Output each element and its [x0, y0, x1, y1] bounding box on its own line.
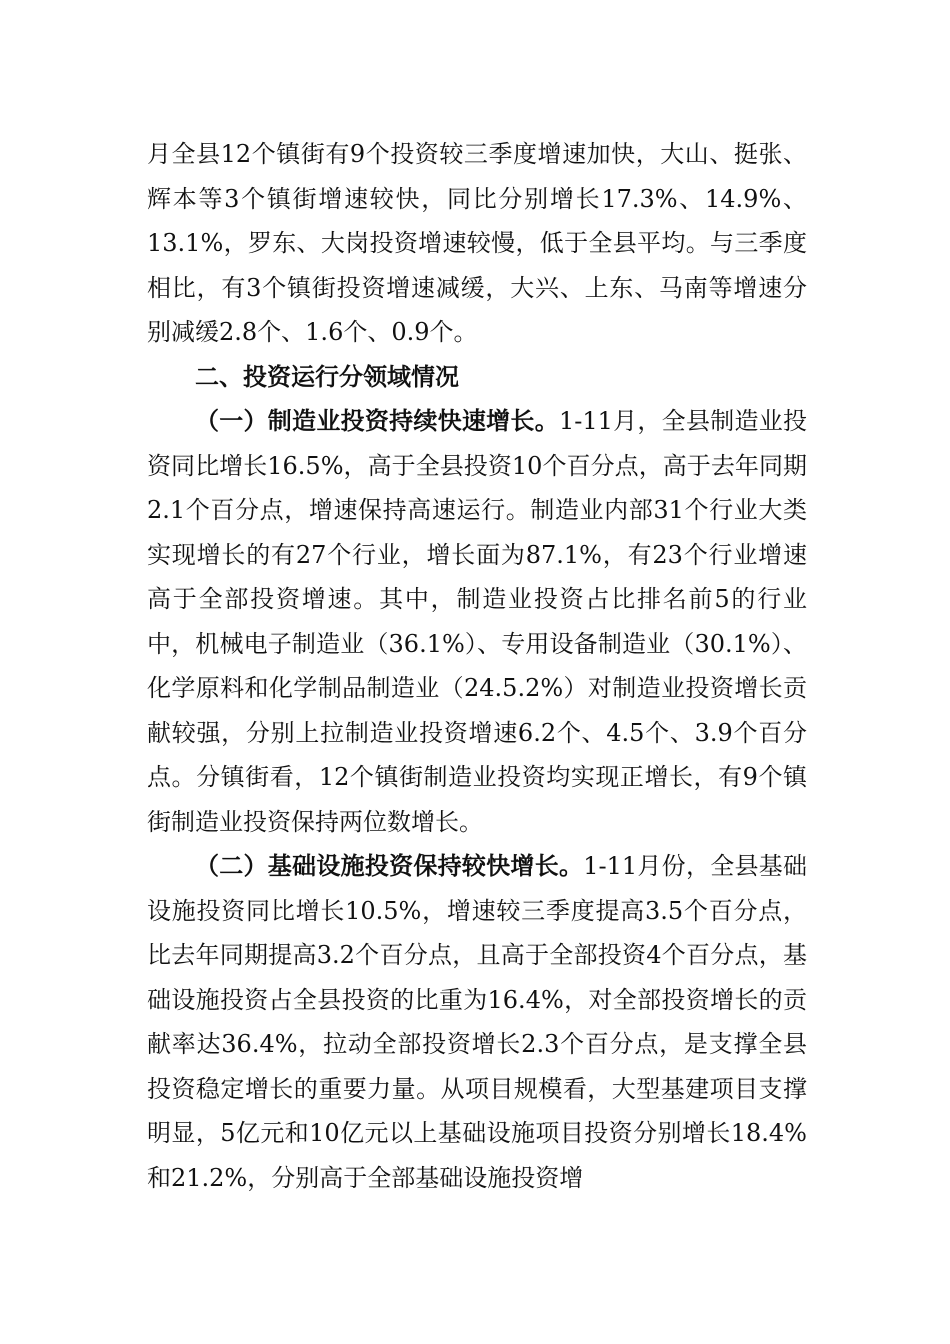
section-heading: 二、投资运行分领域情况: [195, 362, 459, 391]
infrastructure-body: 1-11月份，全县基础设施投资同比增长10.5%，增速较三季度提高3.5个百分点，比去年同期提高3.2个百分点，且高于全部投资4个百分点，基础设施投资占全县投资的比重为16.4%，对全部投资增长的贡献率达36.4%，拉动全部投资增长2.3个百分点，是支撑全县投资稳定增长的重要力量。从项目规模看，大型基建项目支撑明显，5亿元和10亿元以上基础设施项目投资分别增长18.4%和21.2%，分别高于全部基础设施投资增: [147, 852, 808, 1192]
document-body: [147, 132, 807, 1200]
paragraph-infrastructure: [147, 844, 807, 1200]
paragraph-town-growth: 月全县12个镇街有9个投资较三季度增速加快，大山、挺张、辉本等3个镇街增速较快，同比分别增长17.3%、14.9%、13.1%，罗东、大岗投资增速较慢，低于全县平均。与三季度相比，有3个镇街投资增速减缓，大兴、上东、马南等增速分别减缓2.8个、1.6个、0.9个。: [147, 140, 807, 346]
paragraph-manufacturing: [147, 399, 807, 844]
manufacturing-body: 1-11月，全县制造业投资同比增长16.5%，高于全县投资10个百分点，高于去年同期2.1个百分点，增速保持高速运行。制造业内部31个行业大类实现增长的有27个行业，增长面为87.1%，有23个行业增速高于全部投资增速。其中，制造业投资占比排名前5的行业中，机械电子制造业（36.1%）、专用设备制造业（30.1%）、化学原料和化学制品制造业（24.5.2%）对制造业投资增长贡献较强，分别上拉制造业投资增速6.2个、4.5个、3.9个百分点。分镇街看，12个镇街制造业投资均实现正增长，有9个镇街制造业投资保持两位数增长。: [147, 407, 808, 836]
infrastructure-lead-in: （二）基础设施投资保持较快增长。: [195, 852, 584, 880]
manufacturing-lead-in: （一）制造业投资持续快速增长。: [195, 407, 559, 435]
